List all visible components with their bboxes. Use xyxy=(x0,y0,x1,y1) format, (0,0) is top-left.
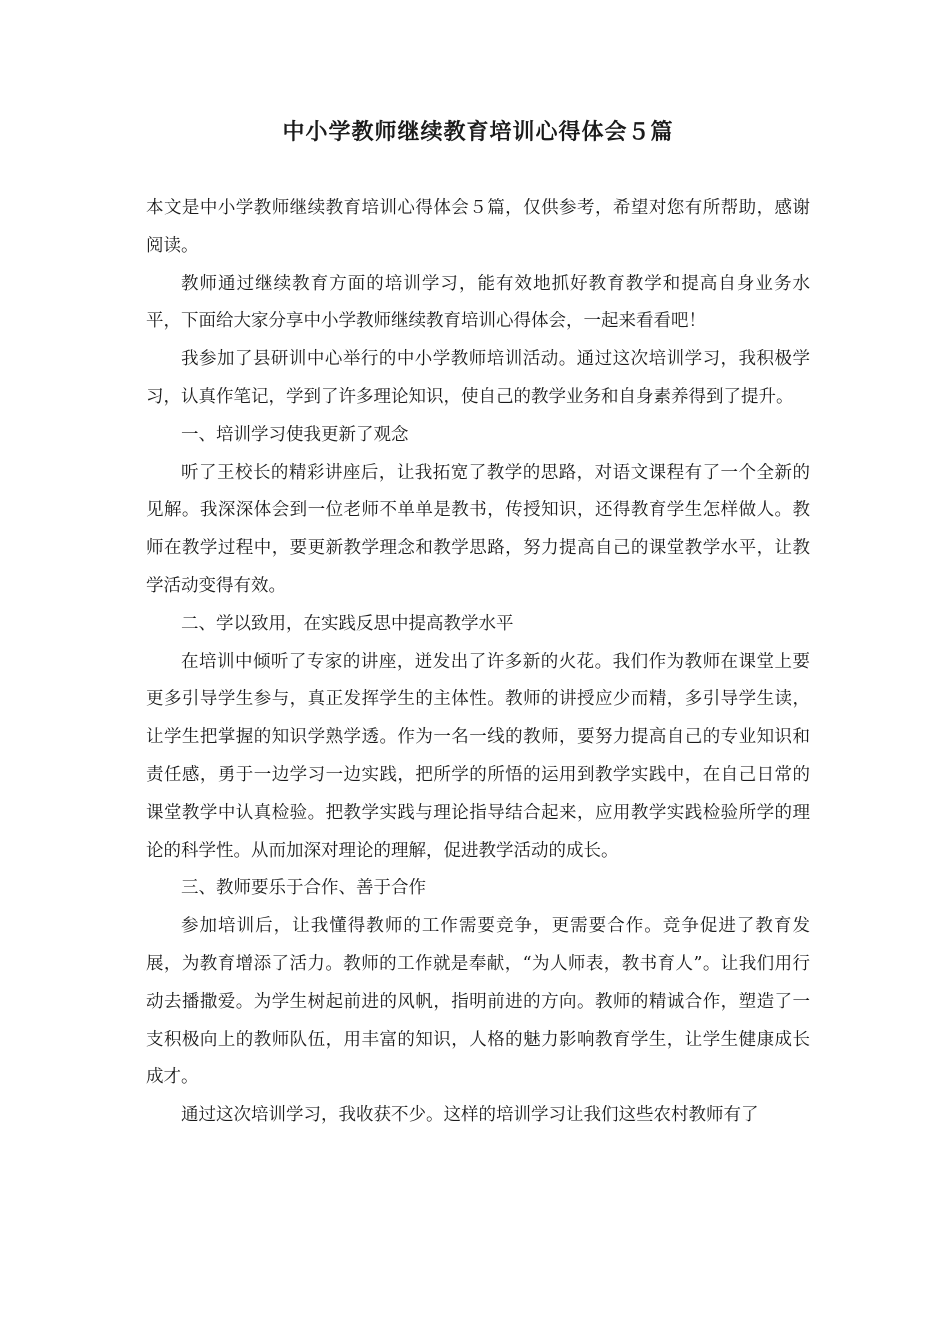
section-heading-2: 二、学以致用，在实践反思中提高教学水平 xyxy=(181,613,514,634)
paragraph-intro: 本文是中小学教师继续教育培训心得体会５篇，仅供参考，希望对您有所帮助，感谢阅读。 xyxy=(146,198,810,256)
paragraph: 在培训中倾听了专家的讲座，迸发出了许多新的火花。我们作为教师在课堂上要更多引导学生参与，真正发挥学生的主体性。教师的讲授应少而精，多引导学生读，让学生把掌握的知识学熟学透。作为一名一线的教师，要努力提高自己的专业知识和责任感，勇于一边学习一边实践，把所学的所悟的运用到教学实践中，在自己日常的课堂教学中认真检验。把教学实践与理论指导结合起来，应用教学实践检验所学的理论的科学性。从而加深对理论的理解，促进教学活动的成长。 xyxy=(146,651,810,861)
document-body xyxy=(146,190,810,1135)
paragraph: 听了王校长的精彩讲座后，让我拓宽了教学的思路，对语文课程有了一个全新的见解。我深深体会到一位老师不单单是教书，传授知识，还得教育学生怎样做人。教师在教学过程中，要更新教学理念和教学思路，努力提高自己的课堂教学水平，让教学活动变得有效。 xyxy=(146,462,810,596)
section-heading-3: 三、教师要乐于合作、善于合作 xyxy=(181,878,426,899)
document-title: 中小学教师继续教育培训心得体会５篇 xyxy=(282,119,674,145)
paragraph: 参加培训后，让我懂得教师的工作需要竞争，更需要合作。竞争促进了教育发展，为教育增添了活力。教师的工作就是奉献，“为人师表，教书育人”。让我们用行动去播撒爱。为学生树起前进的风帆，指明前进的方向。教师的精诚合作，塑造了一支积极向上的教师队伍，用丰富的知识，人格的魅力影响教育学生，让学生健康成长成才。 xyxy=(146,916,810,1088)
section-heading-1: 一、培训学习使我更新了观念 xyxy=(181,424,409,445)
paragraph: 我参加了县研训中心举行的中小学教师培训活动。通过这次培训学习，我积极学习，认真作笔记，学到了许多理论知识，使自己的教学业务和自身素养得到了提升。 xyxy=(146,349,810,407)
paragraph-summary: 教师通过继续教育方面的培训学习，能有效地抓好教育教学和提高自身业务水平，下面给大家分享中小学教师继续教育培训心得体会，一起来看看吧！ xyxy=(146,273,810,332)
paragraph-continued: 通过这次培训学习，我收获不少。这样的培训学习让我们这些农村教师有了 xyxy=(181,1105,759,1126)
